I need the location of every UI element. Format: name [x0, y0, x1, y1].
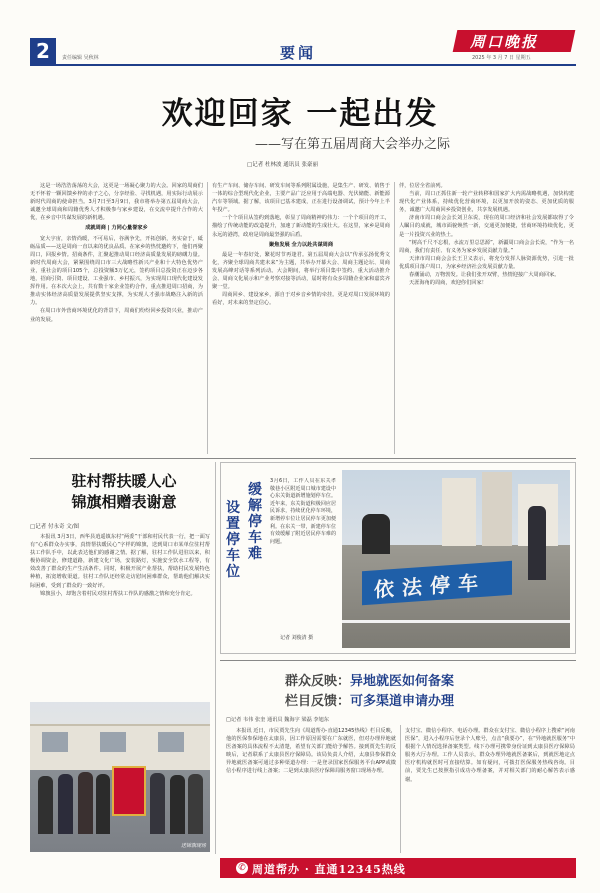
editors-line: 责任编辑 吴秋林: [62, 55, 99, 61]
lead-paragraph: 周商回乡、建设家乡，源自于对乡音乡情的牵挂。更是对周口发展环境的看好，对未来的坚定信心。: [212, 292, 390, 307]
banner-story-title-2: 锦旗相赠表谢意: [71, 493, 177, 511]
banner-photo-caption: 送锦旗现场: [180, 843, 206, 849]
page-header: [0, 0, 600, 68]
section-title: 要闻: [280, 44, 317, 62]
lead-headline: 欢迎回家 一起出发: [161, 96, 439, 132]
medical-title-2: 可多渠道申请办理: [350, 694, 455, 709]
issue-date: 2025 年 3 月 7 日 星期五: [472, 55, 531, 61]
lead-paragraph: 当前，周口正抓住新一轮产业转移和国家扩大内需战略机遇，加快构建现代化产业体系，持续优化营商环境，以更加开放的姿态、更加优质的服务，诚邀广大周商回乡投资创业，共享发展机遇。: [399, 191, 574, 214]
lead-paragraph: 伴，位居全省前列。: [399, 183, 446, 189]
medical-title-row-2: [285, 690, 454, 709]
parking-credit: 记者 刘俊清 摄: [280, 635, 314, 641]
lead-ending: 天涯海角的周商，欢迎你们回家！: [409, 280, 487, 287]
medical-kicker-1: 群众反映：: [285, 674, 351, 689]
lead-paragraph: 春潮涌动，万物勃发。让我们张开双臂，热情迎接广大周商回家。: [409, 272, 560, 279]
lead-byline: □记者 杜林波 通讯员 张豪丽: [247, 162, 318, 168]
banner-story-byline: □记者 付永奇 文/图: [30, 524, 80, 530]
lead-col-1: [30, 182, 203, 454]
page-number-badge: 2: [30, 38, 56, 64]
header-rule: [30, 64, 576, 66]
parking-photo: [342, 470, 570, 648]
parking-text: 3月6日，工作人员在东关孝敬巷小区附近周口城市建设中心东关街道新增施划停车位。近年来，东关街道积极回应居民诉求，持续优化停车环境，新增停车位让居民停车更加便利。在东关一带，新建停车位有效缓解了附近居民停车难的问题。: [270, 478, 336, 545]
masthead-logo-text: 周口晚报: [470, 33, 539, 51]
banner-story-body: [30, 533, 210, 698]
medical-col-2: 支付宝、微信小程序、电话办理。群众在支付宝、微信小程序上搜索“河南医保”，进入小程序后登录个人账号，点击“我要办”，在“异地就医服务”中根据个人情况选择备案类型。线下办理可携带身份证到太康县医疗保障局服务大厅办理。工作人员表示，群众办理异地就医备案后，到就医地定点医疗机构就医时可直接结算。如有疑问，可拨打医保服务热线咨询。目前，贾先生已按照指引成功办理备案，并对相关部门的耐心解答表示感谢。: [405, 728, 575, 783]
lead-subtitle: ——写在第五届周商大会举办之际: [255, 137, 451, 152]
lead-paragraph: 济南市周口商会会长刘卫东说，现在的周口经济和社会发展都取得了令人瞩目的成就，城市面貌焕然一新，交通更加便捷，营商环境持续优化，更是一片投资兴业的热土。: [399, 215, 574, 238]
medical-title-1: 异地就医如何备案: [350, 674, 455, 689]
parking-title-2: 缓解停车难: [248, 482, 262, 562]
lead-paragraph: 天津市周口商会会长王卫义表示，将充分发挥人脉资源优势，引进一批优质项目落户周口，为家乡经济社会发展贡献力量。: [399, 255, 574, 270]
medical-byline: □记者 韦伟 张奎 通讯员 魏海宇 梁磊 李旭东: [226, 717, 329, 723]
medical-col-1: 本报讯 近日，市民贾先生向《周道帮办·直通12345热线》栏目反映，他的医保参保地在太康县，因工作原因需要在广东就医，但对办理异地就医备案的具体流程不太清楚，希望有关部门能给予解答。接到贾先生的反映后，记者联系了太康县医疗保障局。该局负责人介绍，太康县参保群众异地就医备案可通过多种渠道办理：一是登录国家医保服务平台APP或微信小程序进行线上备案；二是到太康县医疗保障局服务窗口现场办理。: [226, 728, 396, 775]
lead-paragraph: 有生产车间、储存车间、研发车间等系列附属设施，是集生产、研发、销售于一体的综合型现代化企业，主要产品广泛应用于高端电器、光伏储能、新能源汽车等领域。据了解，该项目已基本建成，正在进行设备调试，预计今年上半年投产。: [212, 183, 390, 214]
banner-story-title-1: 驻村帮扶暖人心: [71, 472, 177, 490]
banner-flag: [112, 766, 146, 816]
banner-photo: [30, 702, 210, 852]
lead-paragraph: 宽大宇宙，亲情尚暖，不可易后，谷满争先，开拓创新，务实奋于，砥砺品质——这是周商一直以来的优良品质。在家乡的热忱邀约下，他们再聚周口，回报乡情。招商条件，汇聚起推动周口经济高质量发展的磅礴力量。新时代周商大会，紧紧围绕周口市三大战略性新兴产业和十大特色优势产业，重社会的项目105个，总投资额3万亿元，签约项目总投资正在迈步各地，招商引资、项目建设、工业强市、乡村振兴，为实现周口现代化建设发挥作用。在本次大会上，共有数十家企业签约合作，重点推进周口招商，为推动实体经济高质量发展提供坚实支撑，为实现人才强市战略注入新的活力。: [30, 235, 203, 307]
banner-story-text: 本报讯 3月3日，西华县逍遥镇东村“两委”干部和村民代表一行，把一面写有“心系群众办实事，真情帮扶暖民心”字样的锦旗，送到周口市某单位驻村帮扶工作队手中，以此表达他们的感谢之情。据了解，驻村工作队进驻以来，积极协调资金，修建道路，新建文化广场，安装路灯，实施安全饮水工程等，有效改善了群众的生产生活条件。同时，积极开展产业帮扶，帮助村民发展特色种植，拓宽增收渠道。驻村工作队还经常走访慰问困难群众，帮助他们解决实际困难，受到了群众的一致好评。: [30, 534, 210, 589]
lead-paragraph: 在周口市外营商环境优化的背景下，周商们纷纷回乡投资兴业，推动产业的发展。: [30, 308, 203, 323]
lead-paragraph: 最是一年春好处，繁花时节再逢君。第五届周商大会以“传承弘扬优秀文化，齐聚全球周商共建未来”为主题，共举办开幕大会、周商主题论坛、周商发展高峰对话等系列活动。大会期间，将举行项目集中签约、重大活动推介会、周商文化展示和产业考察对接等活动，届时将有众多周籍企业家和嘉宾齐聚一堂。: [212, 251, 390, 291]
medical-kicker-2: 栏目反馈：: [285, 694, 351, 709]
lead-paragraph: 这是一场浩浩荡荡的大会，这更是一场凝心聚力的大会。回家的周商们无不怀着一颗回馈乡梓的赤子之心，分享经验、寻找机遇，用实际行动展示新时代周商的使命担当。3月7日至3月9日，我市将举办第五届周商大会，诚邀全球周商和周籍优秀人才积极参与家乡建设，在交流中提升合作的大优，在乡音中共谋发展的新机遇。: [30, 183, 203, 222]
parking-sign-text: 依法停车: [374, 570, 486, 602]
lead-subhead: 成就周商 | 力同心量誉家乡: [85, 225, 148, 232]
lead-col-3: [399, 182, 574, 454]
parking-title-1: 设置停车位: [226, 500, 240, 580]
footer-banner-text: 周道帮办 · 直通12345热线: [252, 863, 406, 876]
footer-banner-icon: ✆: [236, 862, 248, 874]
lead-col-2: [212, 182, 390, 454]
lead-paragraph: 一个个项目从签约到落地，彰显了周商精神的伟力：一个个项目的开工，描绘了传统动能的改造提升，加速了新动能的生成壮大。在这里，家乡是周商永远的港湾，政府是周商最坚强的后盾。: [212, 215, 390, 238]
lead-quote: “树高千尺不忘根，水流万里总思源”，新疆周口商会会长说，“作为一名周商，我们有责任、有义务为家乡发展贡献力量。”: [399, 239, 574, 254]
lead-subhead: 聚焦发展 全力以赴共谋周商: [268, 241, 334, 248]
banner-story-text: 锦旗虽小，却饱含着村民对驻村帮扶工作队的感激之情和充分肯定。: [40, 590, 196, 597]
medical-title-row-1: [285, 670, 454, 689]
